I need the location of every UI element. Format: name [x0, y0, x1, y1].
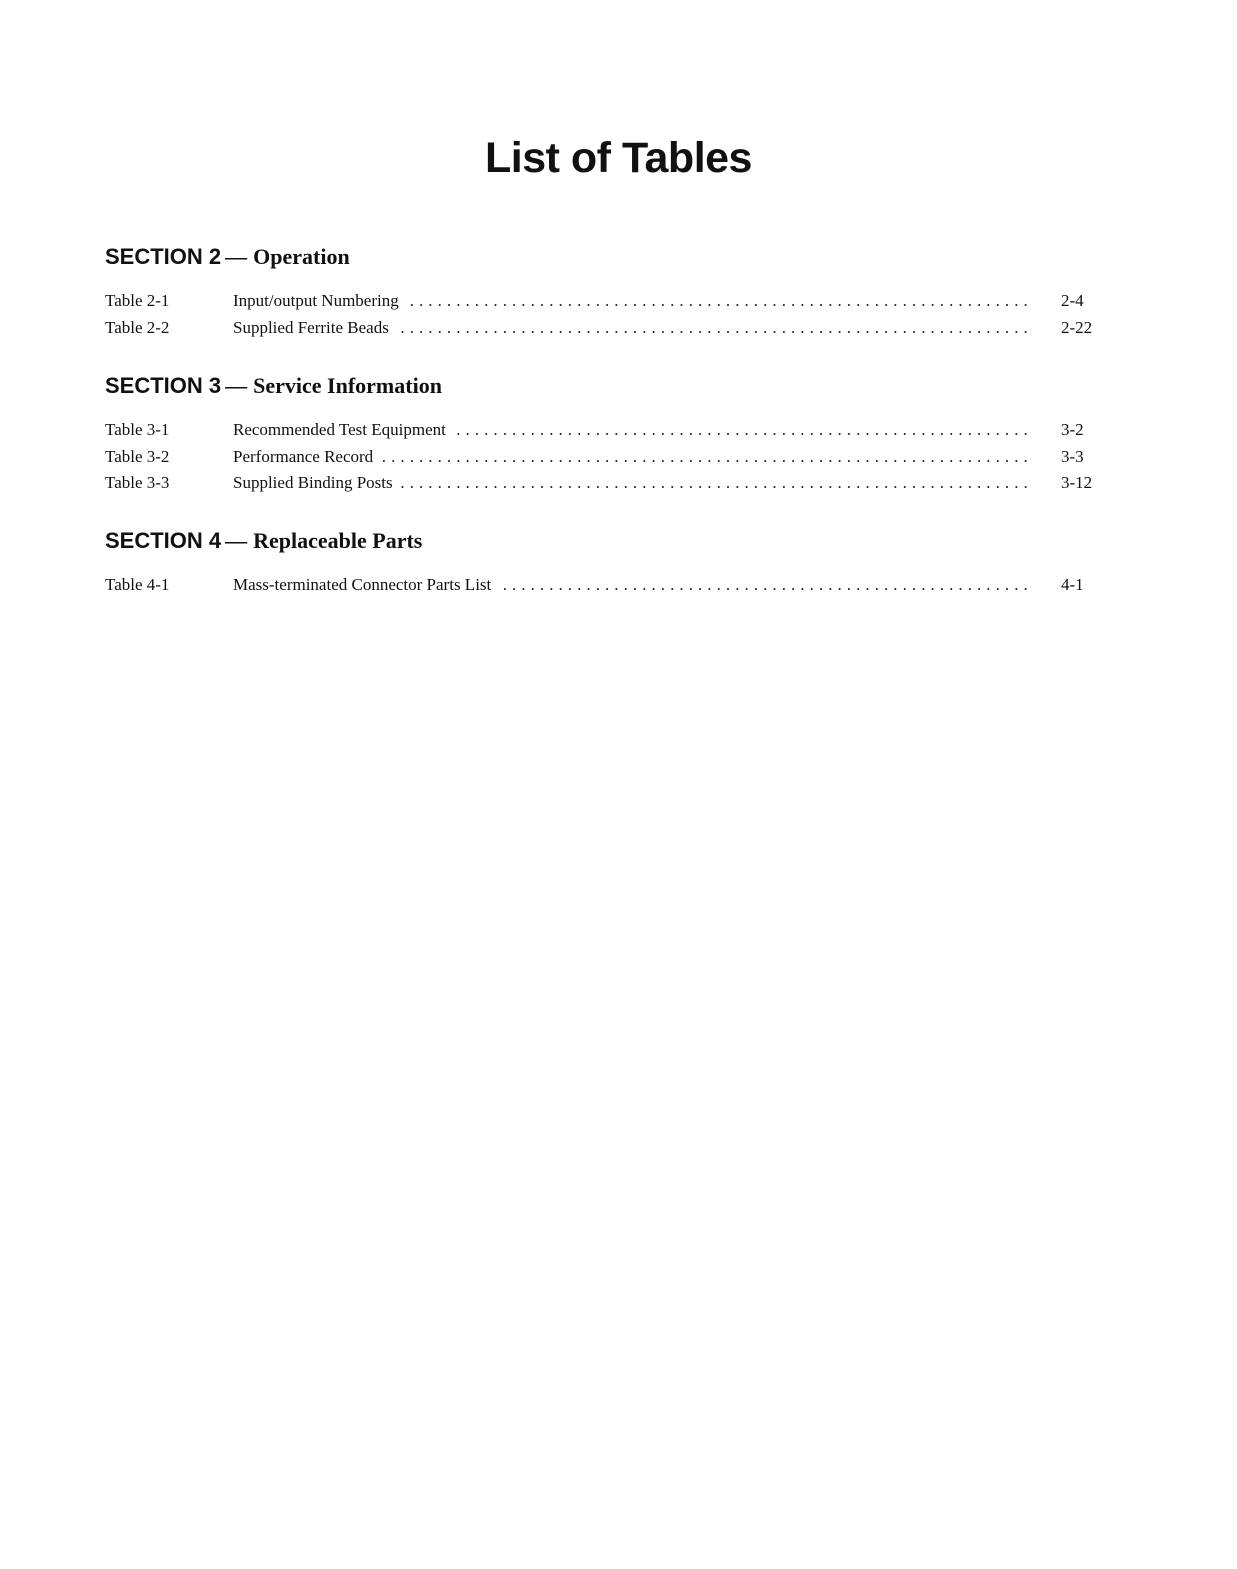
section-service-information: [105, 369, 1105, 497]
section-number: SECTION 4: [105, 528, 222, 553]
section-number: SECTION 3: [105, 373, 222, 398]
toc-entry[interactable]: [105, 444, 1105, 471]
table-number: Table 2-2: [105, 317, 170, 337]
table-number: Table 4-1: [105, 575, 170, 594]
table-title: Recommended Test Equipment: [233, 420, 454, 439]
section-heading: [105, 524, 1105, 558]
table-number: Table 3-3: [105, 473, 170, 492]
toc-entry[interactable]: [105, 315, 1105, 342]
table-title-leader: [233, 417, 1033, 444]
table-title-leader: [233, 315, 1033, 342]
section-dash: —: [225, 244, 248, 269]
page-number: 3-3: [1061, 446, 1084, 466]
section-dash: —: [225, 373, 248, 398]
toc-entry[interactable]: [105, 572, 1105, 599]
section-dash: —: [225, 528, 248, 553]
toc-entry[interactable]: [105, 417, 1105, 444]
toc-entry[interactable]: [105, 288, 1105, 315]
page-title: List of Tables: [485, 134, 752, 182]
section-heading: [105, 369, 1105, 403]
table-title: Supplied Binding Posts: [233, 473, 401, 492]
table-title-leader: [233, 288, 1033, 315]
section-replaceable-parts: [105, 524, 1105, 599]
page-number: 3-12: [1061, 473, 1093, 492]
page-number: 2-4: [1061, 291, 1084, 310]
section-title: Service Information: [253, 373, 442, 398]
table-title-leader: [233, 444, 1033, 471]
table-title: Input/output Numbering: [233, 291, 407, 310]
section-number: SECTION 2: [105, 244, 222, 269]
table-number: Table 3-2: [105, 446, 170, 466]
section-title: Replaceable Parts: [253, 528, 423, 553]
table-number: Table 3-1: [105, 420, 170, 439]
table-title-leader: [233, 572, 1033, 599]
table-number: Table 2-1: [105, 291, 170, 310]
page-number: 3-2: [1061, 420, 1084, 439]
page-number: 2-22: [1061, 317, 1093, 337]
section-heading: [105, 240, 1105, 274]
section-operation: [105, 240, 1105, 341]
table-title: Mass-terminated Connector Parts List: [233, 575, 499, 594]
toc-entry[interactable]: [105, 470, 1105, 497]
table-title: Performance Record: [233, 447, 381, 466]
table-title: Supplied Ferrite Beads: [233, 318, 397, 337]
page-number: 4-1: [1061, 575, 1084, 594]
section-title: Operation: [253, 244, 350, 269]
table-title-leader: [233, 470, 1033, 497]
